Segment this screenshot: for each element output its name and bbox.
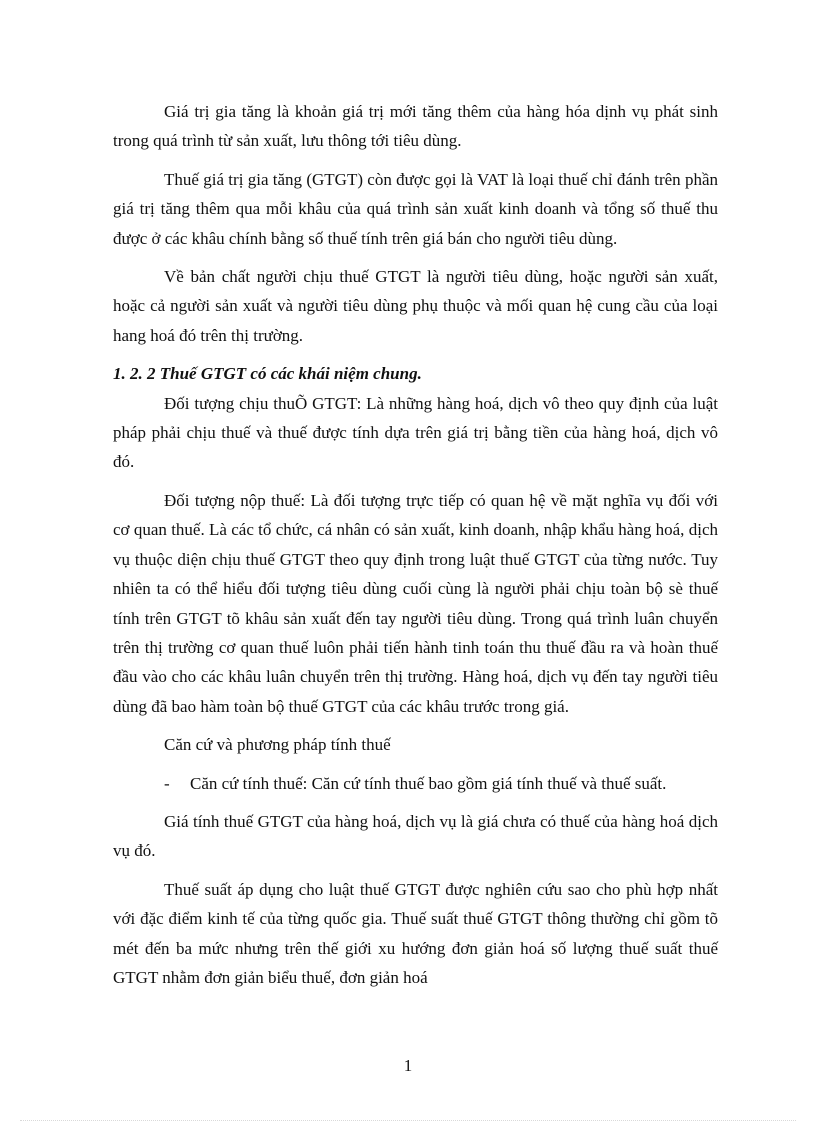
section-heading: 1. 2. 2 Thuế GTGT có các khái niệm chung. <box>113 364 422 384</box>
paragraph: Thuế giá trị gia tăng (GTGT) còn được gọi là VAT là loại thuế chỉ đánh trên phần giá trị tăng thêm qua mỗi khâu của quá trình sản xuất kinh doanh và tổng số thuế thu được ở các khâu chính bằng số thuế tính trên giá bán cho người tiêu dùng. <box>113 169 718 248</box>
page-bottom-divider <box>20 1120 796 1121</box>
paragraph: Thuế suất áp dụng cho luật thuế GTGT được nghiên cứu sao cho phù hợp nhất với đặc điểm kinh tế của từng quốc gia. Thuế suất thuế GTGT thông thường chỉ gồm tõ mét đến ba mức nhưng trên thế giới xu hướng đơn giản hoá số lượng thuế suất thuế GTGT nhằm đơn giản biểu thuế, đơn giản hoá <box>113 879 718 987</box>
bullet-text: Căn cứ tính thuế: Căn cứ tính thuế bao gồm giá tính thuế và thuế suất. <box>190 773 667 793</box>
paragraph: Giá tính thuế GTGT của hàng hoá, dịch vụ là giá chưa có thuế của hàng hoá dịch vụ đó. <box>113 811 718 861</box>
paragraph: Căn cứ và phương pháp tính thuế <box>164 735 391 755</box>
paragraph: Đối tượng chịu thuÕ GTGT: Là những hàng hoá, dịch vô theo quy định của luật pháp phải chịu thuế và thuế được tính dựa trên giá trị bằng tiền của hàng hoá, dịch vô đó. <box>113 393 718 472</box>
page-number: 1 <box>403 1056 413 1075</box>
paragraph: Giá trị gia tăng là khoản giá trị mới tăng thêm của hàng hóa dịnh vụ phát sinh trong quá trình từ sản xuất, lưu thông tới tiêu dùng. <box>113 102 718 151</box>
document-body <box>113 97 718 992</box>
bullet-mark: - <box>164 773 170 793</box>
paragraph: Đối tượng nộp thuế: Là đối tượng trực tiếp có quan hệ về mặt nghĩa vụ đối với cơ quan thuế. Là các tổ chức, cá nhân có sản xuất, kinh doanh, nhập khẩu hàng hoá, dịch vụ thuộc diện chịu thuế GTGT theo quy định trong luật thuế GTGT của từng nước. Tuy nhiên ta có thể hiểu đối tượng tiêu dùng cuối cùng là người phải chịu toàn bộ sè thuế tính trên GTGT tõ khâu sản xuất đến tay người tiêu dùng. Trong quá trình luân chuyển trên thị trường cơ quan thuế luôn phải tiến hành tinh toán thu thuế đầu ra và hoàn thuế đầu vào cho các khâu luân chuyển trên thị trường. Hàng hoá, dịch vụ đến tay người tiêu dùng đã bao hàm toàn bộ thuế GTGT của các khâu trước trong giá. <box>113 490 718 716</box>
paragraph: Về bản chất người chịu thuế GTGT là người tiêu dùng, hoặc người sản xuất, hoặc cả người sản xuất và người tiêu dùng phụ thuộc và mối quan hệ cung cầu của loại hang hoá đó trên thị trường. <box>113 267 718 345</box>
bullet-item <box>113 769 718 798</box>
